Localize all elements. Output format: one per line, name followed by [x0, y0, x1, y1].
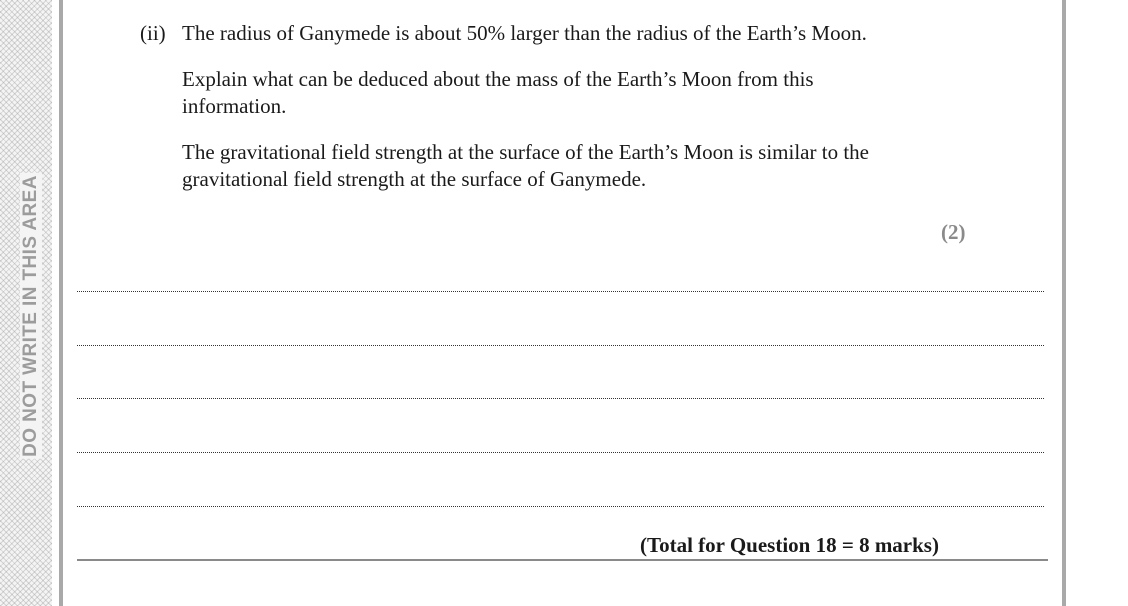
question-total-marks: (Total for Question 18 = 8 marks) [640, 533, 939, 557]
do-not-write-label: DO NOT WRITE IN THIS AREA [20, 175, 41, 457]
answer-line[interactable] [77, 345, 1044, 346]
question-instruction: Explain what can be deduced about the mass of the Earth’s Moon from this information. [182, 67, 814, 118]
question-context: The gravitational field strength at the surface of the Earth’s Moon is similar to the gravitational field strength at the surface of Ganymede. [182, 140, 869, 191]
page-border-left [59, 0, 63, 606]
page-border-right [1062, 0, 1066, 606]
answer-line[interactable] [77, 398, 1044, 399]
answer-line[interactable] [77, 291, 1044, 292]
question-number: (ii) [140, 21, 166, 45]
question-statement: The radius of Ganymede is about 50% larger than the radius of the Earth’s Moon. [182, 21, 867, 45]
total-rule [77, 559, 1048, 561]
answer-line[interactable] [77, 452, 1044, 453]
answer-line[interactable] [77, 506, 1044, 507]
marks-available: (2) [941, 220, 966, 244]
question-part-ii [140, 20, 980, 212]
